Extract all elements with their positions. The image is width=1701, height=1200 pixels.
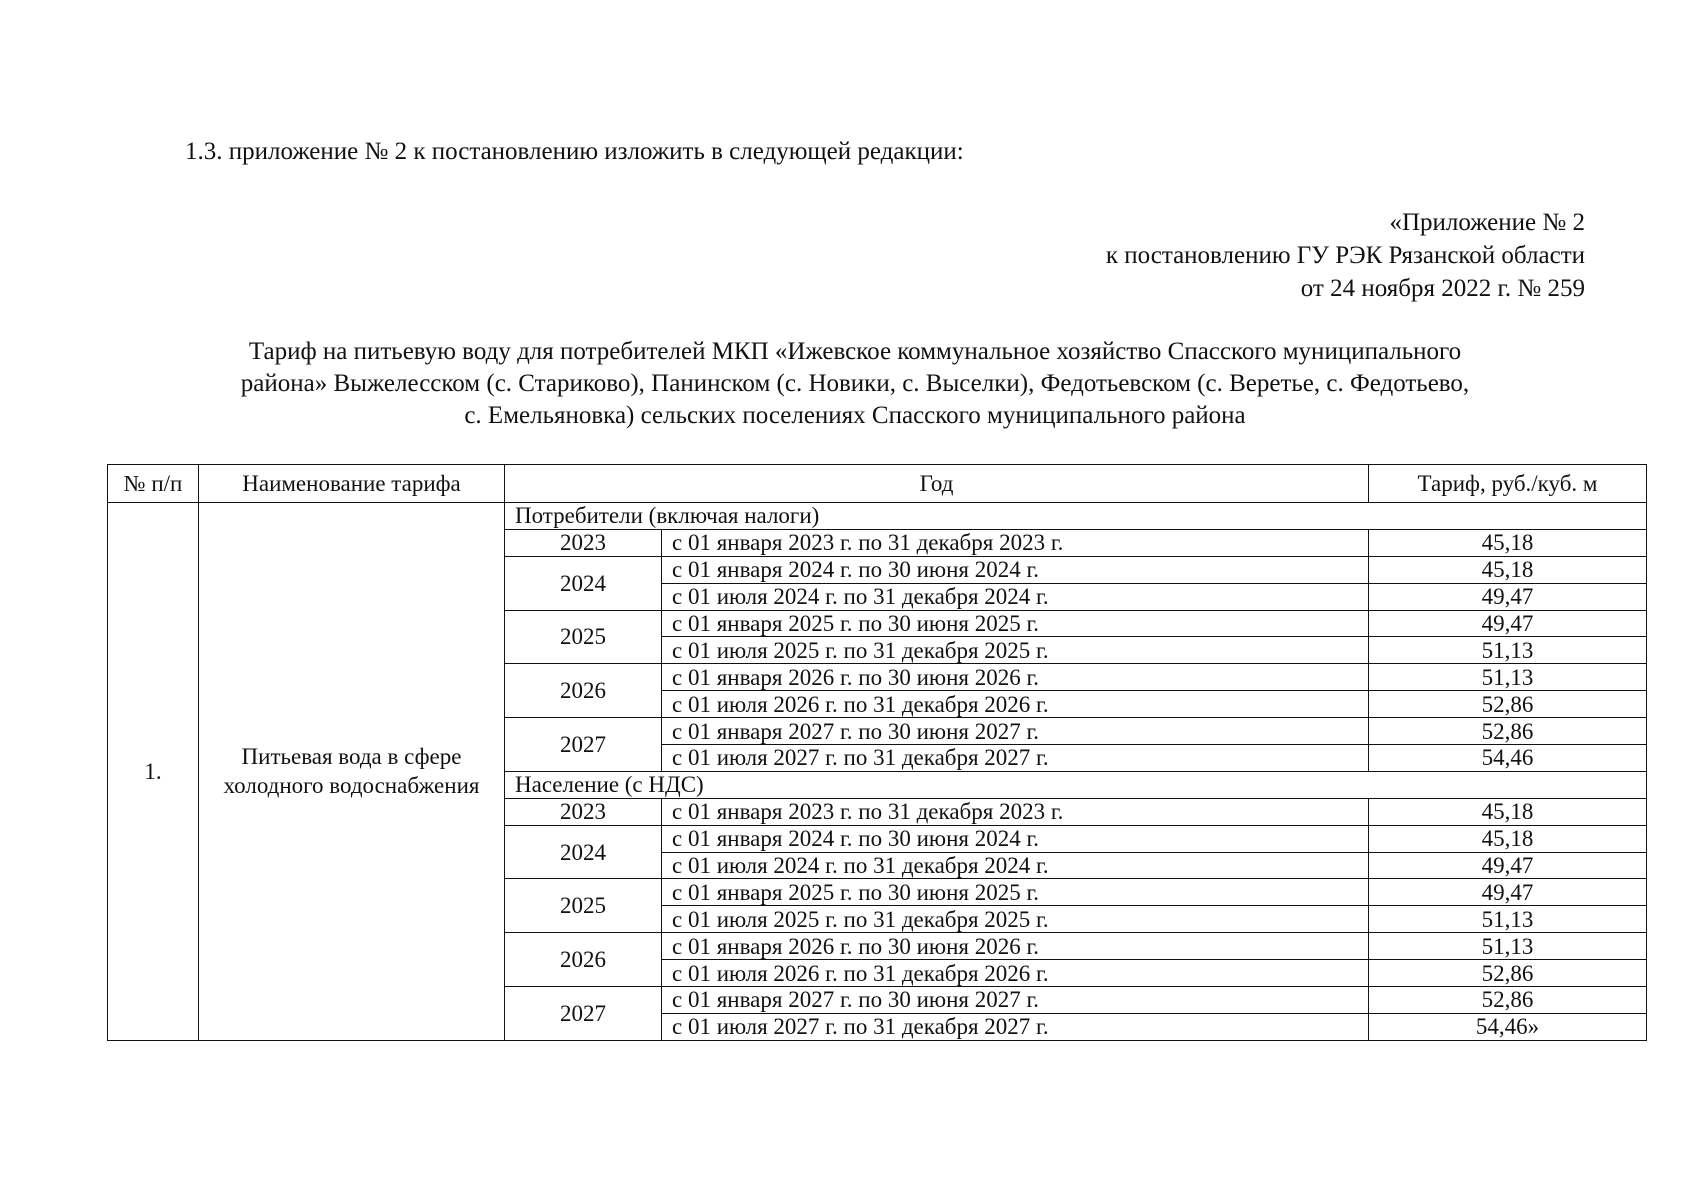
- period-cell: с 01 января 2024 г. по 30 июня 2024 г.: [662, 825, 1369, 852]
- tariff-value-cell: 49,47: [1369, 583, 1647, 610]
- appendix-line-1: «Приложение № 2: [1389, 209, 1585, 236]
- tariff-value-cell: 51,13: [1369, 933, 1647, 960]
- table-header-row: [108, 465, 1647, 503]
- header-name: Наименование тарифа: [199, 465, 505, 503]
- row-number: 1.: [108, 503, 199, 1041]
- period-cell: с 01 июля 2024 г. по 31 декабря 2024 г.: [662, 852, 1369, 879]
- tariff-name-line-2: холодного водоснабжения: [223, 773, 480, 799]
- tariff-value-cell: 52,86: [1369, 718, 1647, 745]
- tariff-value-cell: 52,86: [1369, 691, 1647, 718]
- tariff-value-cell: 51,13: [1369, 664, 1647, 691]
- header-num: № п/п: [108, 465, 199, 503]
- tariff-value-cell: 45,18: [1369, 529, 1647, 556]
- period-cell: с 01 января 2027 г. по 30 июня 2027 г.: [662, 718, 1369, 745]
- tariff-value-cell: 49,47: [1369, 879, 1647, 906]
- tariff-value-cell: 52,86: [1369, 987, 1647, 1014]
- period-cell: с 01 июля 2024 г. по 31 декабря 2024 г.: [662, 583, 1369, 610]
- period-cell: с 01 января 2023 г. по 31 декабря 2023 г.: [662, 798, 1369, 825]
- tariff-value-cell: 52,86: [1369, 960, 1647, 987]
- period-cell: с 01 июля 2027 г. по 31 декабря 2027 г.: [662, 745, 1369, 772]
- year-cell: 2027: [505, 718, 662, 772]
- period-cell: с 01 июля 2027 г. по 31 декабря 2027 г.: [662, 1013, 1369, 1040]
- title-line-1: Тариф на питьевую воду для потребителей МКП «Ижевское коммунальное хозяйство Спасского муниципального: [248, 338, 1462, 365]
- period-cell: с 01 января 2027 г. по 30 июня 2027 г.: [662, 987, 1369, 1014]
- intro-paragraph: 1.3. приложение № 2 к постановлению изложить в следующей редакции:: [185, 138, 964, 165]
- group-row: [108, 503, 1647, 530]
- year-cell: 2023: [505, 529, 662, 556]
- year-cell: 2023: [505, 798, 662, 825]
- appendix-line-2: к постановлению ГУ РЭК Рязанской области: [1105, 242, 1585, 269]
- period-cell: с 01 января 2026 г. по 30 июня 2026 г.: [662, 664, 1369, 691]
- title-line-3: с. Емельяновка) сельских поселениях Спасского муниципального района: [464, 402, 1246, 429]
- year-cell: 2027: [505, 987, 662, 1041]
- tariff-name: [199, 503, 505, 1041]
- appendix-reference: [1106, 206, 1585, 305]
- document-title: [130, 336, 1580, 432]
- tariff-value-cell: 54,46: [1369, 745, 1647, 772]
- group-label: Население (с НДС): [505, 771, 1647, 798]
- period-cell: с 01 июля 2026 г. по 31 декабря 2026 г.: [662, 691, 1369, 718]
- year-cell: 2026: [505, 933, 662, 987]
- year-cell: 2025: [505, 610, 662, 664]
- header-tariff: Тариф, руб./куб. м: [1369, 465, 1647, 503]
- year-cell: 2026: [505, 664, 662, 718]
- tariff-value-cell: 51,13: [1369, 906, 1647, 933]
- period-cell: с 01 января 2023 г. по 31 декабря 2023 г.: [662, 529, 1369, 556]
- period-cell: с 01 июля 2025 г. по 31 декабря 2025 г.: [662, 906, 1369, 933]
- period-cell: с 01 января 2024 г. по 30 июня 2024 г.: [662, 556, 1369, 583]
- tariff-value-cell: 51,13: [1369, 637, 1647, 664]
- year-cell: 2024: [505, 556, 662, 610]
- tariff-value-cell: 49,47: [1369, 610, 1647, 637]
- tariff-name-line-1: Питьевая вода в сфере: [241, 744, 462, 770]
- period-cell: с 01 января 2025 г. по 30 июня 2025 г.: [662, 879, 1369, 906]
- year-cell: 2025: [505, 879, 662, 933]
- tariff-value-cell: 45,18: [1369, 825, 1647, 852]
- period-cell: с 01 января 2025 г. по 30 июня 2025 г.: [662, 610, 1369, 637]
- tariff-value-cell: 45,18: [1369, 798, 1647, 825]
- tariff-value-cell: 45,18: [1369, 556, 1647, 583]
- year-cell: 2024: [505, 825, 662, 879]
- tariff-table: [107, 464, 1647, 1041]
- period-cell: с 01 июля 2026 г. по 31 декабря 2026 г.: [662, 960, 1369, 987]
- tariff-value-cell: 49,47: [1369, 852, 1647, 879]
- group-label: Потребители (включая налоги): [505, 503, 1647, 530]
- period-cell: с 01 января 2026 г. по 30 июня 2026 г.: [662, 933, 1369, 960]
- period-cell: с 01 июля 2025 г. по 31 декабря 2025 г.: [662, 637, 1369, 664]
- tariff-value-cell: 54,46»: [1369, 1013, 1647, 1040]
- header-year: Год: [505, 465, 1369, 503]
- appendix-line-3: от 24 ноября 2022 г. № 259: [1300, 275, 1585, 302]
- title-line-2: района» Выжелесском (с. Стариково), Панинском (с. Новики, с. Выселки), Федотьевском (с. Веретье, с. Федотьево,: [240, 370, 1470, 397]
- tariff-table-body: [108, 465, 1647, 1041]
